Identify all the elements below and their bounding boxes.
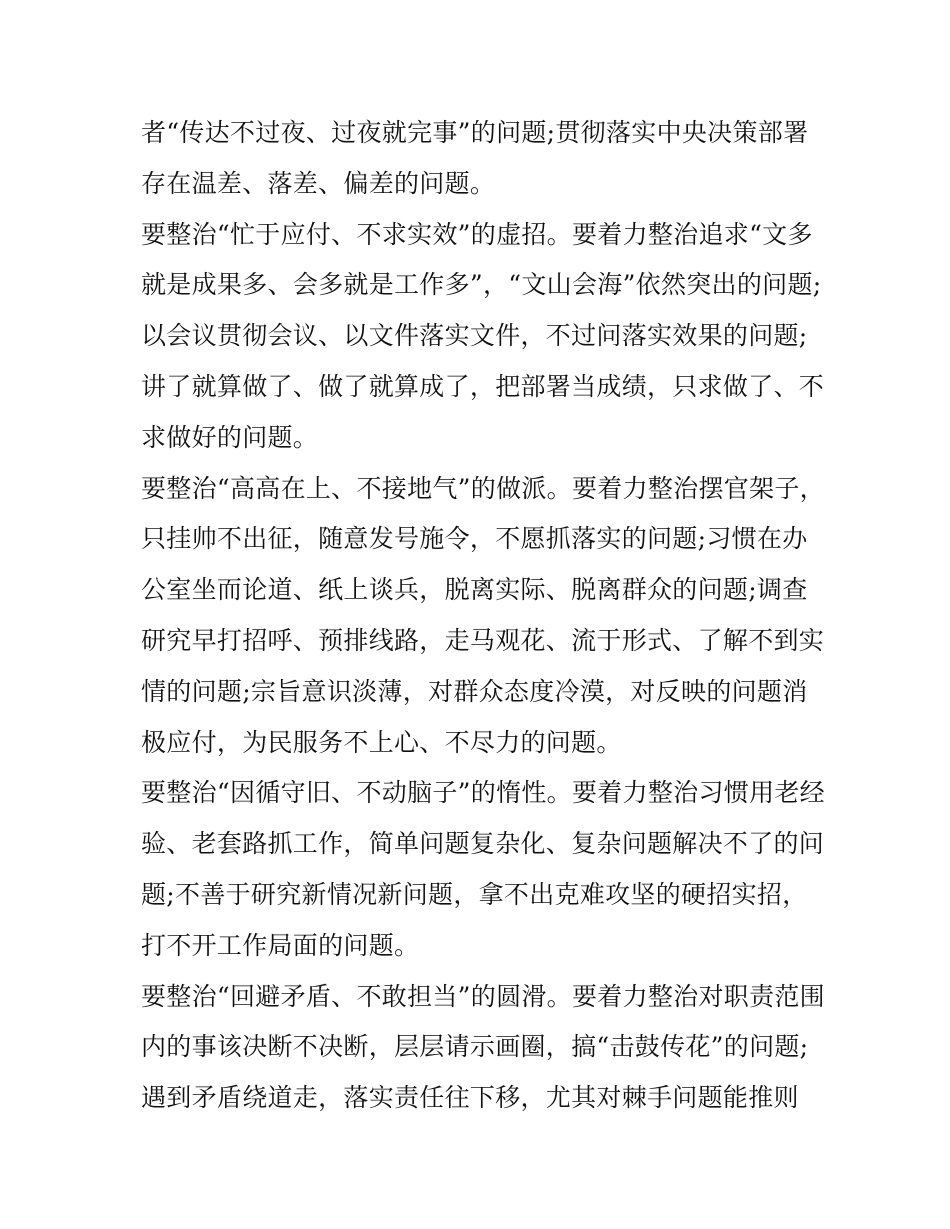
text-line: 以会议贯彻会议、以文件落实文件，不过问落实效果的问题;: [141, 321, 808, 351]
text-line: 要整治“因循守旧、不动脑子”的惰性。要着力整治习惯用老经: [141, 778, 825, 808]
body-text: [141, 108, 825, 1124]
text-line: 要整治“回避矛盾、不敢担当”的圆滑。要着力整治对职责范围: [141, 981, 825, 1011]
text-line: 题;不善于研究新情况新问题，拿不出克难攻坚的硬招实招，: [141, 879, 808, 909]
text-line: 内的事该决断不决断，层层请示画圈，搞“击鼓传花”的问题;: [141, 1032, 809, 1062]
text-line: 研究早打招呼、预排线路，走马观花、流于形式、了解不到实: [141, 625, 825, 655]
text-line: 求做好的问题。: [141, 422, 319, 452]
text-line: 要整治“高高在上、不接地气”的做派。要着力整治摆官架子，: [141, 473, 825, 503]
text-line: 就是成果多、会多就是工作多”，“文山会海”依然突出的问题;: [141, 270, 822, 300]
text-line: 只挂帅不出征，随意发号施令，不愿抓落实的问题;习惯在办: [141, 524, 808, 554]
text-line: 者“传达不过夜、过夜就完事”的问题;贯彻落实中央决策部署: [141, 118, 809, 147]
text-line: 要整治“忙于应付、不求实效”的虚招。要着力整治追求“文多: [141, 219, 813, 249]
text-line: 讲了就算做了、做了就算成了，把部署当成绩，只求做了、不: [141, 371, 825, 401]
text-line: 遇到矛盾绕道走，落实责任往下移，尤其对棘手问题能推则: [141, 1083, 799, 1113]
text-line: 打不开工作局面的问题。: [141, 930, 420, 960]
text-line: 验、老套路抓工作，简单问题复杂化、复杂问题解决不了的问: [141, 829, 825, 859]
text-line: 公室坐而论道、纸上谈兵，脱离实际、脱离群众的问题;调查: [141, 575, 808, 605]
text-line: 极应付，为民服务不上心、不尽力的问题。: [141, 727, 622, 757]
text-line: 存在温差、落差、偏差的问题。: [141, 168, 496, 198]
text-line: 情的问题;宗旨意识淡薄，对群众态度冷漠，对反映的问题消: [141, 676, 808, 706]
